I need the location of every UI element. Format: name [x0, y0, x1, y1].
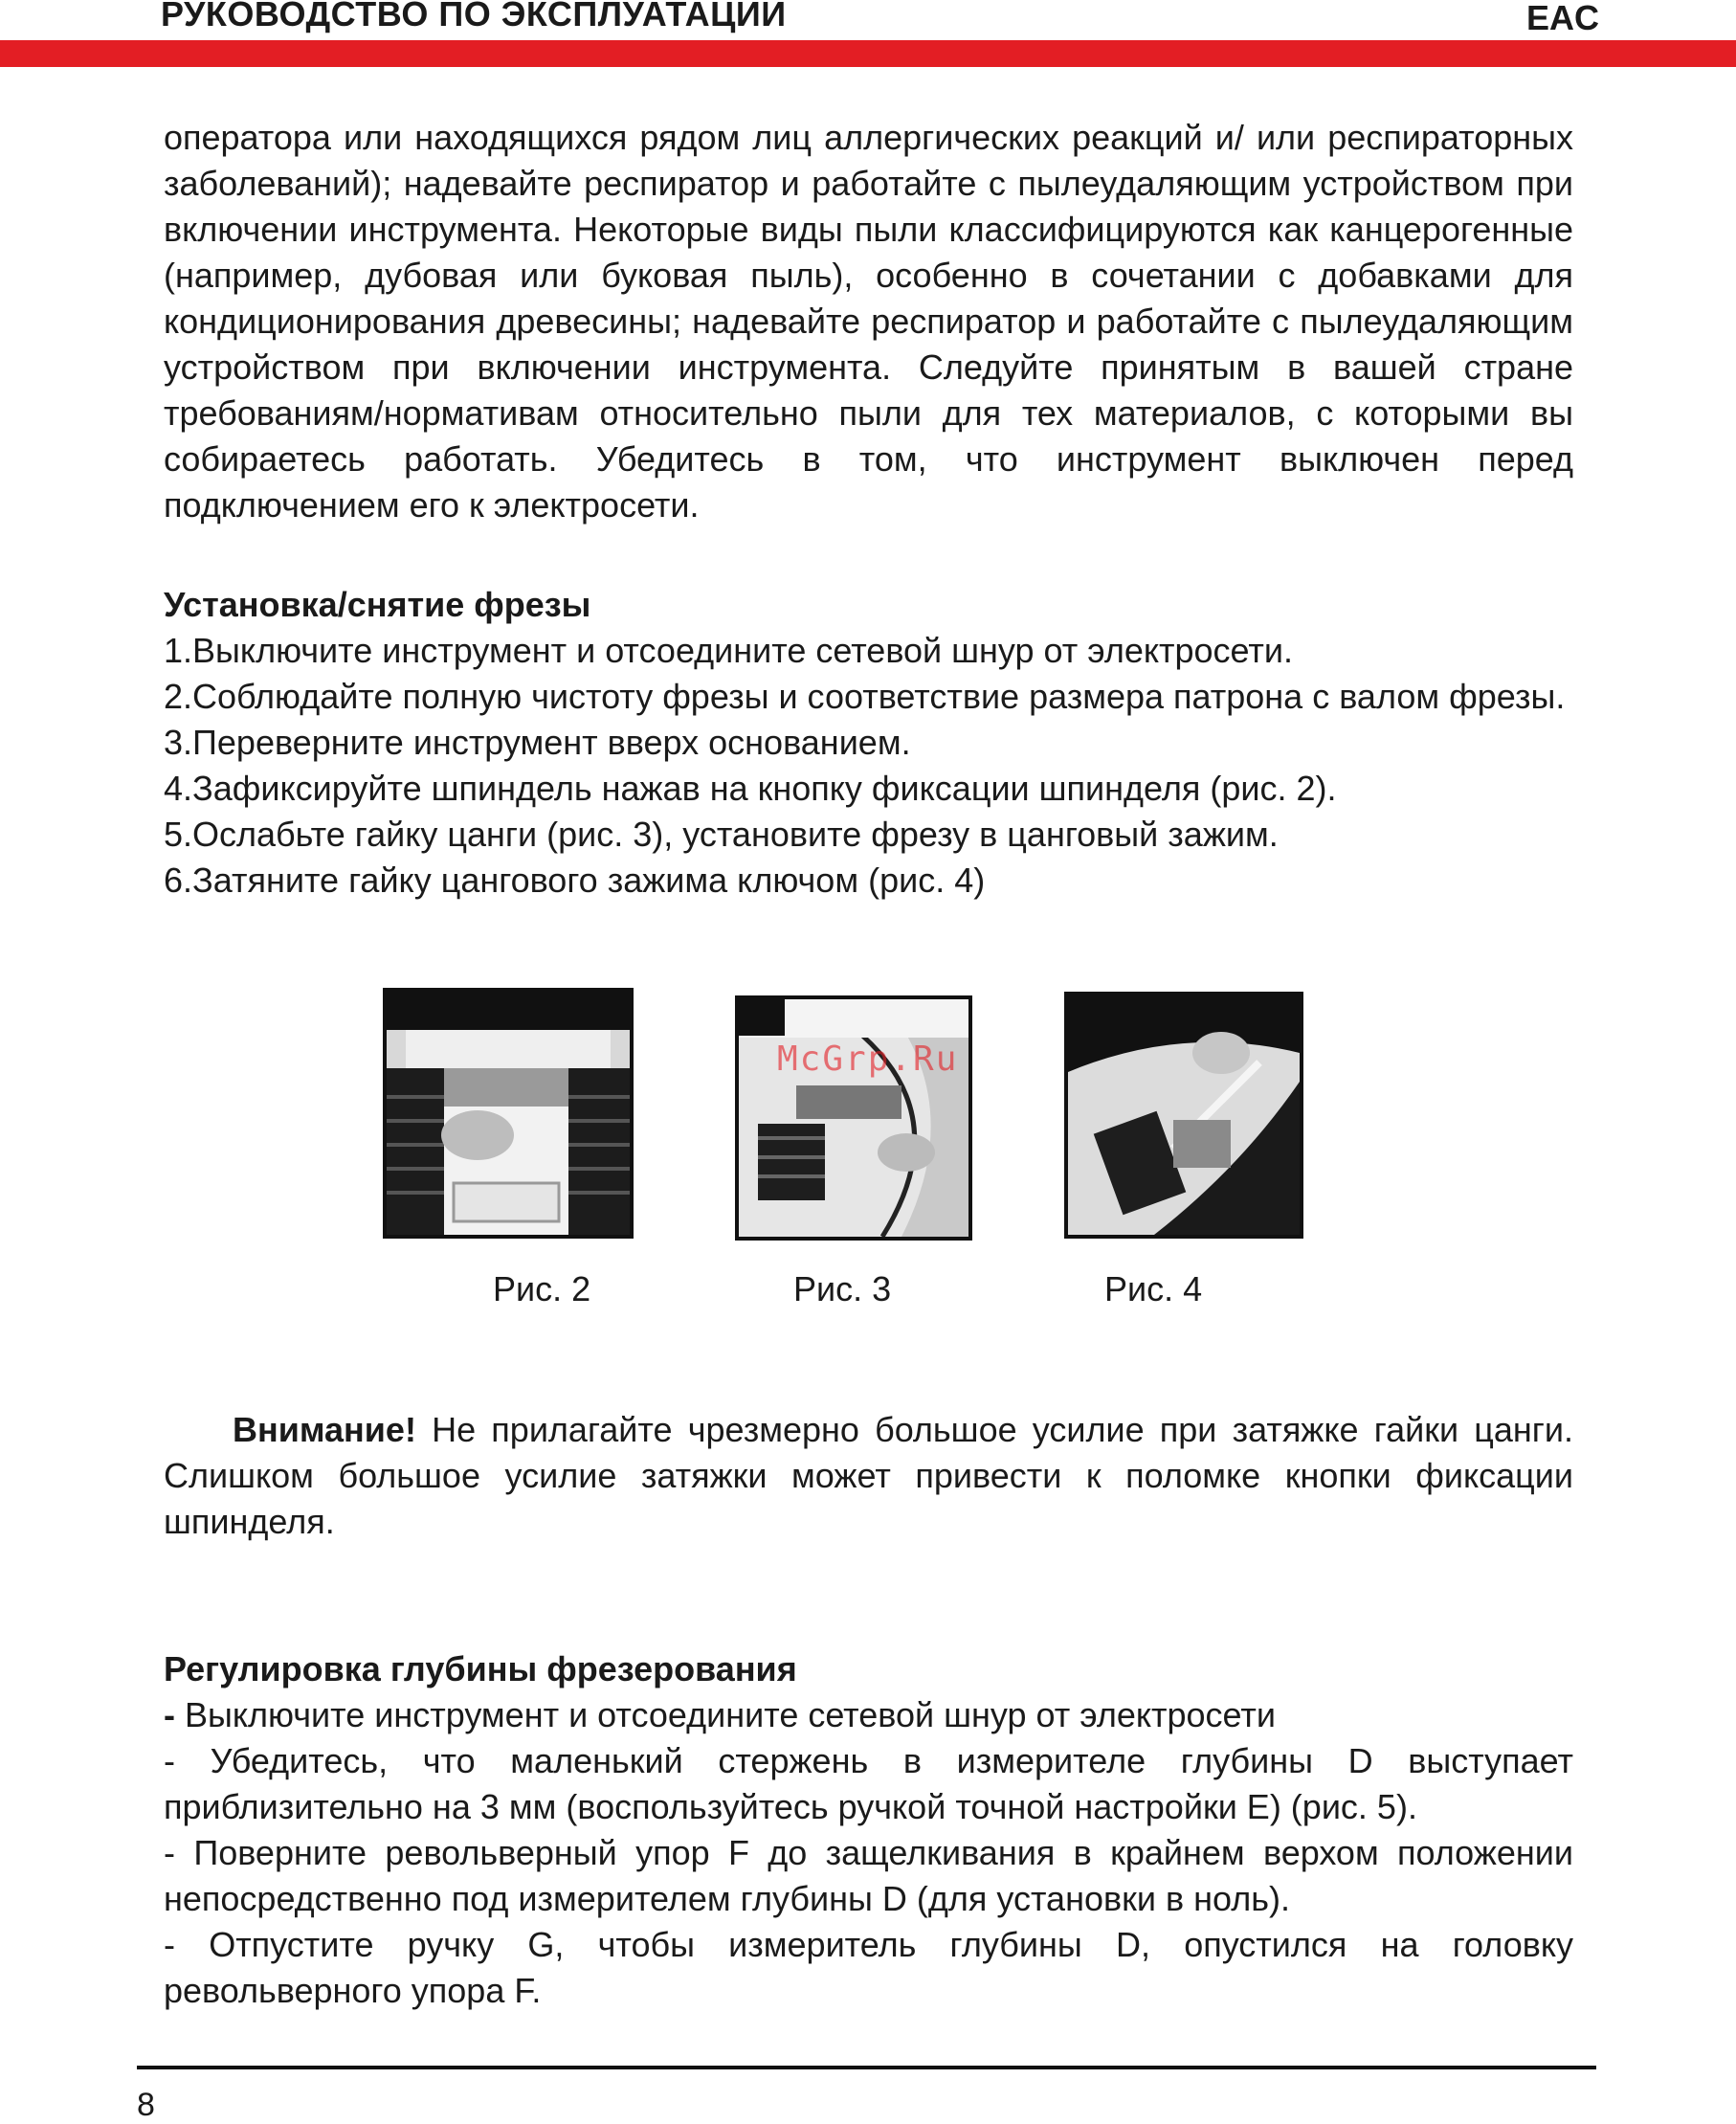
eac-mark: EAC	[1525, 0, 1599, 37]
figure-3-image	[735, 995, 972, 1241]
install-step: 6.Затяните гайку цангового зажима ключом (рис. 4)	[164, 861, 986, 900]
figure-4-image	[1064, 992, 1303, 1239]
install-step: 3.Переверните инструмент вверх основанием.	[164, 723, 911, 762]
figure-2-badge	[387, 992, 433, 1028]
footer-rule	[137, 2066, 1596, 2069]
figure-2-illustration	[387, 992, 630, 1235]
intro-block	[164, 115, 1573, 528]
depth-item: - Убедитесь, что маленький стержень в измерителе глубины D выступает приблизительно на 3 мм (воспользуйтесь ручкой точной настройки E) (рис. 5).	[164, 1741, 1573, 1826]
warning-label: Внимание!	[233, 1410, 416, 1449]
install-step: 5.Ослабьте гайку цанги (рис. 3), установите фрезу в цанговый зажим.	[164, 815, 1279, 854]
install-step: 4.Зафиксируйте шпиндель нажав на кнопку фиксации шпинделя (рис. 2).	[164, 769, 1337, 808]
depth-item	[164, 1692, 1573, 1738]
figure-2-caption: Рис. 2	[493, 1269, 591, 1308]
figure-3-caption: Рис. 3	[793, 1269, 892, 1308]
install-step: 2.Соблюдайте полную чистоту фрезы и соответствие размера патрона с валом фрезы.	[164, 677, 1566, 716]
install-step: 1.Выключите инструмент и отсоедините сетевой шнур от электросети.	[164, 631, 1293, 670]
page-number: 8	[137, 2087, 155, 2123]
depth-item-dash: -	[164, 1695, 175, 1734]
figure-4-badge	[1068, 995, 1114, 1032]
header-red-band	[0, 40, 1736, 67]
figure-4-caption: Рис. 4	[1104, 1269, 1203, 1308]
depth-item: - Отпустите ручку G, чтобы измеритель глубины D, опустился на головку револьверного упора F.	[164, 1925, 1573, 2010]
header-title: РУКОВОДСТВО ПО ЭКСПЛУАТАЦИИ	[161, 0, 787, 34]
warning-paragraph	[164, 1407, 1573, 1545]
depth-section	[164, 1646, 1573, 2014]
figure-3-badge	[739, 999, 785, 1036]
watermark: McGrp.Ru	[777, 1040, 959, 1079]
depth-heading: Регулировка глубины фрезерования	[164, 1649, 797, 1688]
intro-paragraph: оператора или находящихся рядом лиц аллергических реакций и/ или респираторных заболеваний); надевайте респиратор и работайте с пылеудаляющим устройством при включении инструмента. Некоторые виды пыли классифицируются как канцерогенные (например, дубовая или буковая пыль), особенно в сочетании с добавками для кондиционирования древесины; надевайте респиратор и работайте с пылеудаляющим устройством при включении инструмента. Следуйте принятым в вашей стране требованиям/нормативам относительно пыли для тех материалов, с которыми вы собираетесь работать. Убедитесь в том, что инструмент выключен перед подключением его к электросети.	[164, 118, 1573, 525]
install-steps	[164, 628, 1573, 904]
figure-2-image	[383, 988, 634, 1239]
warning-block	[164, 1407, 1573, 1545]
install-heading: Установка/снятие фрезы	[164, 585, 591, 624]
figures-row	[0, 986, 1736, 1330]
warning-text: Не прилагайте чрезмерно большое усилие при затяжке гайки цанги. Слишком большое усилие затяжки может привести к поломке кнопки фиксации шпинделя.	[164, 1410, 1573, 1541]
depth-item: - Поверните револьверный упор F до защелкивания в крайнем верхом положении непосредственно под измерителем глубины D (для установки в ноль).	[164, 1833, 1573, 1918]
depth-item-text: Выключите инструмент и отсоедините сетевой шнур от электросети	[175, 1695, 1276, 1734]
install-section	[164, 582, 1573, 904]
